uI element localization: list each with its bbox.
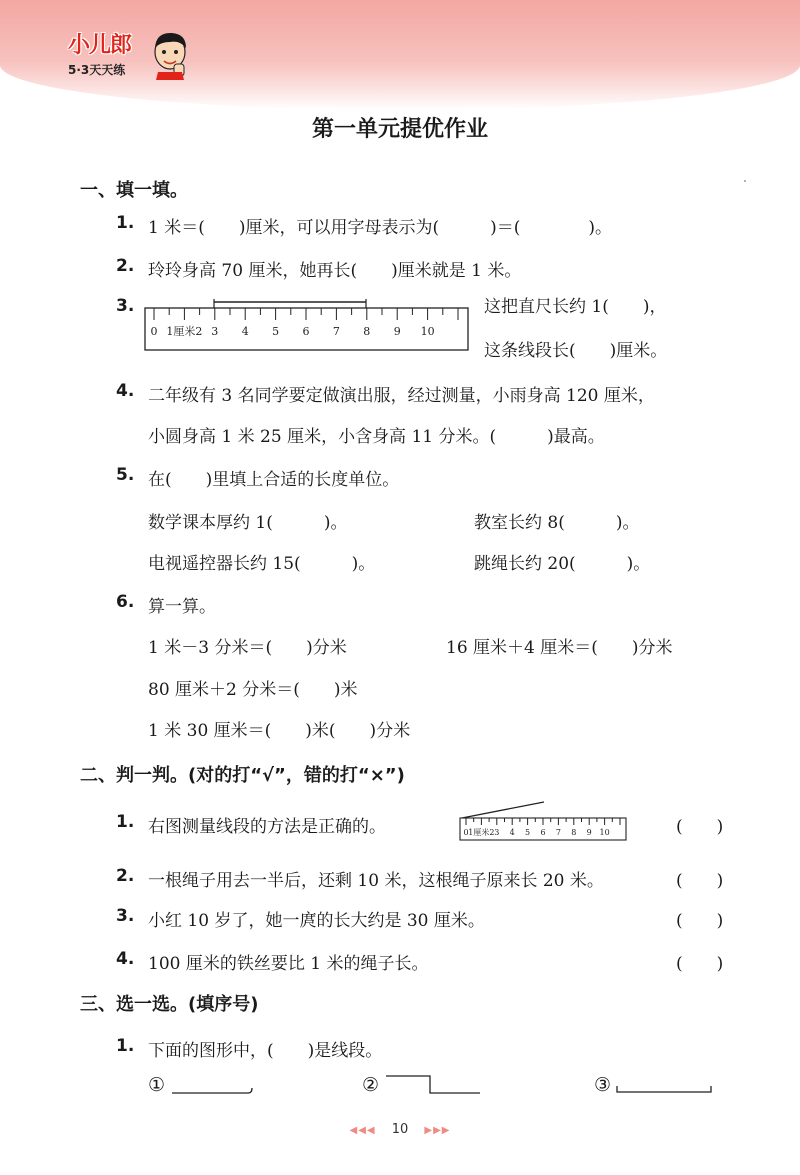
s2-q2-text: 一根绳子用去一半后，还剩 10 米，这根绳子原来长 20 米。	[148, 871, 604, 891]
option-1-label: ①	[148, 1074, 166, 1096]
brand-name: 小儿郎	[68, 33, 132, 58]
s1-q3-line2: 这条线段长( )厘米。	[484, 341, 668, 361]
s1-q6-d: 1 米 30 厘米＝( )米( )分米	[148, 721, 411, 741]
s3-q1-text: 下面的图形中，( )是线段。	[148, 1041, 383, 1061]
s1-q5-d: 跳绳长约 20( )。	[474, 554, 651, 574]
ruler-tick-label: 6	[540, 828, 546, 837]
ruler-figure-2	[456, 800, 628, 842]
page-title: 第一单元提优作业	[311, 117, 488, 142]
s1-q1-number: 1.	[116, 213, 135, 233]
ruler-tick-label: 0	[463, 828, 469, 837]
series-name: 5·3天天练	[68, 63, 126, 77]
s1-q2-text: 玲玲身高 70 厘米，她再长( )厘米就是 1 米。	[148, 261, 522, 281]
s1-q5-c: 电视遥控器长约 15( )。	[148, 554, 376, 574]
s2-q1-answer-paren[interactable]: ( )	[676, 817, 724, 837]
s2-q3-text: 小红 10 岁了，她一庹的长大约是 30 厘米。	[148, 911, 485, 931]
option-3-label: ③	[594, 1074, 612, 1096]
s1-q5-text: 在( )里填上合适的长度单位。	[148, 470, 400, 490]
page-number: 10	[391, 1122, 409, 1137]
ruler-tick-label: 10	[599, 828, 610, 837]
option-3-figure	[614, 1076, 716, 1098]
s1-q3-number: 3.	[116, 296, 135, 316]
s1-q6-text: 算一算。	[148, 597, 216, 617]
section1-heading: 一、填一填。	[80, 180, 188, 201]
s1-q5-a: 数学课本厚约 1( )。	[148, 513, 348, 533]
s1-q1-text: 1 米＝( )厘米，可以用字母表示为( )＝( )。	[148, 218, 613, 238]
option-2-label: ②	[362, 1074, 380, 1096]
ruler-tick-label: 4	[509, 828, 515, 837]
page-footer	[0, 1122, 800, 1137]
print-speck	[744, 180, 746, 182]
s1-q5-number: 5.	[116, 465, 135, 485]
s2-q2-number: 2.	[116, 866, 135, 886]
mascot-boy-icon	[150, 28, 190, 80]
option-1-figure	[170, 1076, 254, 1098]
s3-q1-number: 1.	[116, 1036, 135, 1056]
s1-q4-line2: 小圆身高 1 米 25 厘米，小含身高 11 分米。( )最高。	[148, 427, 605, 447]
ruler-tick-label: 7	[555, 828, 561, 837]
ruler-tick-label: 1厘米2	[166, 325, 203, 338]
ruler-tick-label: 4	[241, 325, 249, 338]
ruler-tick-label: 8	[571, 828, 577, 837]
slanted-segment	[462, 802, 544, 818]
ruler-tick-label: 9	[393, 325, 401, 338]
option-2-figure	[384, 1070, 484, 1098]
ruler-tick-label: 0	[150, 325, 158, 338]
right-arrows-icon: ▶▶▶	[424, 1125, 451, 1136]
s2-q4-number: 4.	[116, 949, 135, 969]
ruler-tick-label: 6	[302, 325, 310, 338]
s2-q3-answer-paren[interactable]: ( )	[676, 911, 724, 931]
s2-q1-text: 右图测量线段的方法是正确的。	[148, 817, 386, 837]
ruler-figure-1	[144, 296, 470, 352]
s1-q2-number: 2.	[116, 256, 135, 276]
ruler-tick-label: 10	[420, 325, 435, 338]
ruler-tick-label: 8	[363, 325, 371, 338]
left-arrows-icon: ◀◀◀	[349, 1125, 376, 1136]
ruler-tick-label: 9	[586, 828, 592, 837]
s2-q1-number: 1.	[116, 812, 135, 832]
s2-q3-number: 3.	[116, 906, 135, 926]
s1-q4-number: 4.	[116, 381, 135, 401]
ruler-tick-label: 3	[494, 828, 500, 837]
brand-logo	[68, 28, 131, 78]
ruler-tick-label: 1厘米2	[468, 828, 495, 837]
section3-heading: 三、选一选。(填序号)	[80, 994, 259, 1015]
s1-q5-b: 教室长约 8( )。	[474, 513, 640, 533]
s1-q6-a: 1 米－3 分米＝( )分米	[148, 638, 347, 658]
s2-q2-answer-paren[interactable]: ( )	[676, 871, 724, 891]
s2-q4-answer-paren[interactable]: ( )	[676, 954, 724, 974]
s1-q4-line1: 二年级有 3 名同学要定做演出服，经过测量，小雨身高 120 厘米，	[148, 386, 655, 406]
s1-q6-b: 16 厘米＋4 厘米＝( )分米	[446, 638, 673, 658]
s1-q6-c: 80 厘米＋2 分米＝( )米	[148, 680, 358, 700]
ruler-tick-label: 5	[525, 828, 531, 837]
ruler-tick-label: 5	[272, 325, 280, 338]
ruler-tick-label: 3	[211, 325, 219, 338]
section2-heading: 二、判一判。(对的打“√”，错的打“×”)	[80, 765, 405, 786]
s1-q6-number: 6.	[116, 592, 135, 612]
ruler-tick-label: 7	[332, 325, 340, 338]
s1-q3-line1: 这把直尺长约 1( )，	[484, 297, 667, 317]
s2-q4-text: 100 厘米的铁丝要比 1 米的绳子长。	[148, 954, 429, 974]
